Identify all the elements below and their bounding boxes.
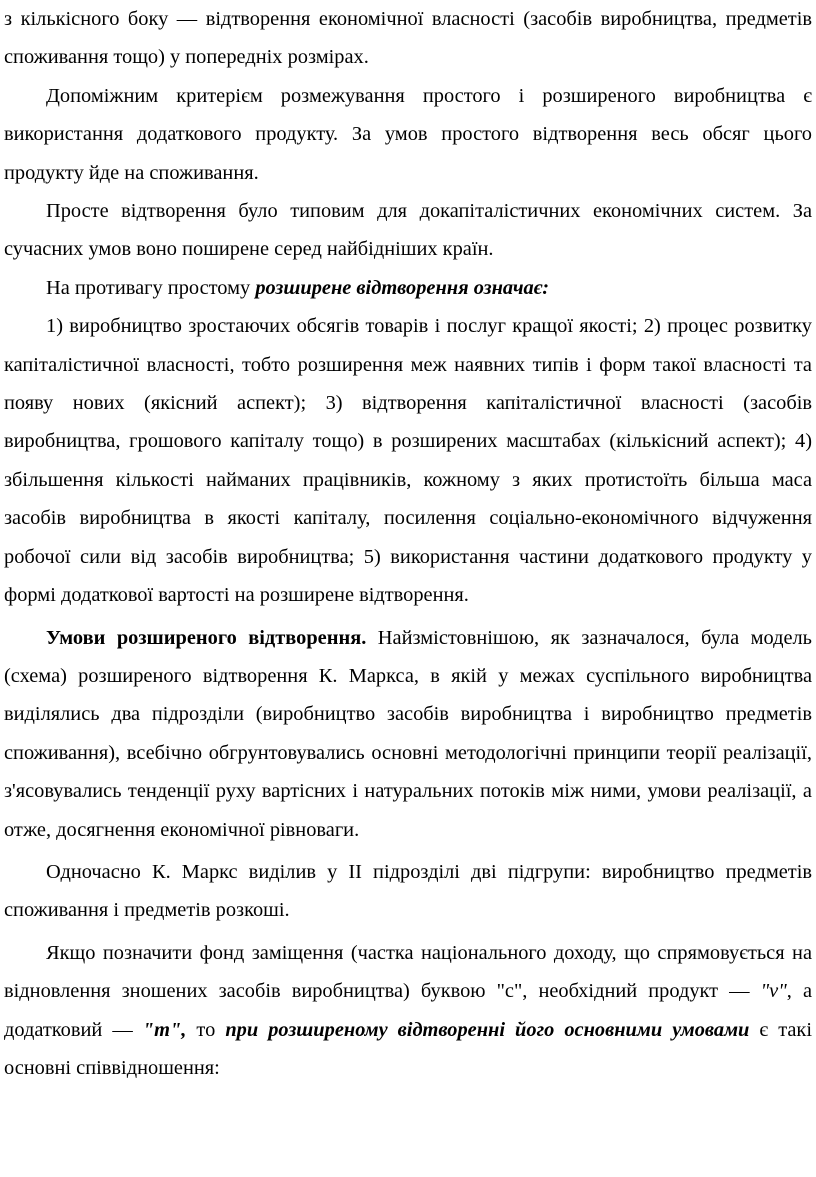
paragraph-4-lead: На противагу простому [46,276,256,299]
paragraph-3: Просте відтворення було типовим для докапіталістичних економічних систем. За сучасних умов воно поширене серед найбідніших країн. [4,200,812,261]
symbol-m: "m", [142,1018,187,1041]
paragraph-8-text-1: Якщо позначити фонд заміщення (частка національного доходу, що спрямовується на відновлення зношених засобів виробництва) буквою "с", необхідний продукт — [4,941,812,1003]
paragraph-6-text: Найзмістовнішою, як зазначалося, була модель (схема) розширеного відтворення К. Маркса, в якій у межах суспільного виробництва виділялись два підрозділи (виробництво засобів виробництва і виробництво предметів споживання), всебічно обгрунтовувались основні методологічні принципи теорії реалізації, з'ясовувались тенденції руху вартісних і натуральних потоків між ними, умови реалізації, а отже, досягнення економічної рівноваги. [4,626,812,841]
section-heading: Умови розширеного відтворення. [46,626,367,649]
paragraph-8-text-2: , а додатковий — [4,980,812,1041]
paragraph-2: Допоміжним критерієм розмежування простого і розширеного виробництва є використання додаткового продукту. За умов простого відтворення весь обсяг цього продукту йде на споживання. [4,84,812,184]
paragraph-1: з кількісного боку — відтворення економічної власності (засобів виробництва, предметів споживання тощо) у попередніх розмірах. [4,8,812,69]
paragraph-4-emphasis: розширене відтворення означає: [255,276,549,299]
paragraph-7: Одночасно К. Маркс виділив у II підрозділі дві підгрупи: виробництво предметів споживання і предметів розкоші. [4,860,812,922]
symbol-v: "v" [760,980,787,1003]
paragraph-8-emphasis: при розширеному відтворенні його основними умовами [225,1018,750,1041]
paragraph-5-list: 1) виробництво зростаючих обсягів товарів і послуг кращої якості; 2) процес розвитку капіталістичної власності, тобто розширення меж наявних типів і форм такої власності та появу нових (якісний аспект); 3) відтворення капіталістичної власності (засобів виробництва, грошового капіталу тощо) в розширених масштабах (кількісний аспект); 4) збільшення кількості найманих працівників, кожному з яких протистоїть більша маса засобів виробництва в якості капіталу, посилення соціально-економічного відчуження робочої сили від засобів виробництва; 5) використання частини додаткового продукту у формі додаткової вартості на розширене відтворення. [4,315,812,607]
paragraph-8-text-4: є такі основні співвідношення: [4,1018,812,1079]
paragraph-8-text-3: то [186,1018,226,1041]
paragraph-8 [4,934,812,1088]
paragraph-4 [4,269,812,307]
paragraph-6 [4,619,812,849]
